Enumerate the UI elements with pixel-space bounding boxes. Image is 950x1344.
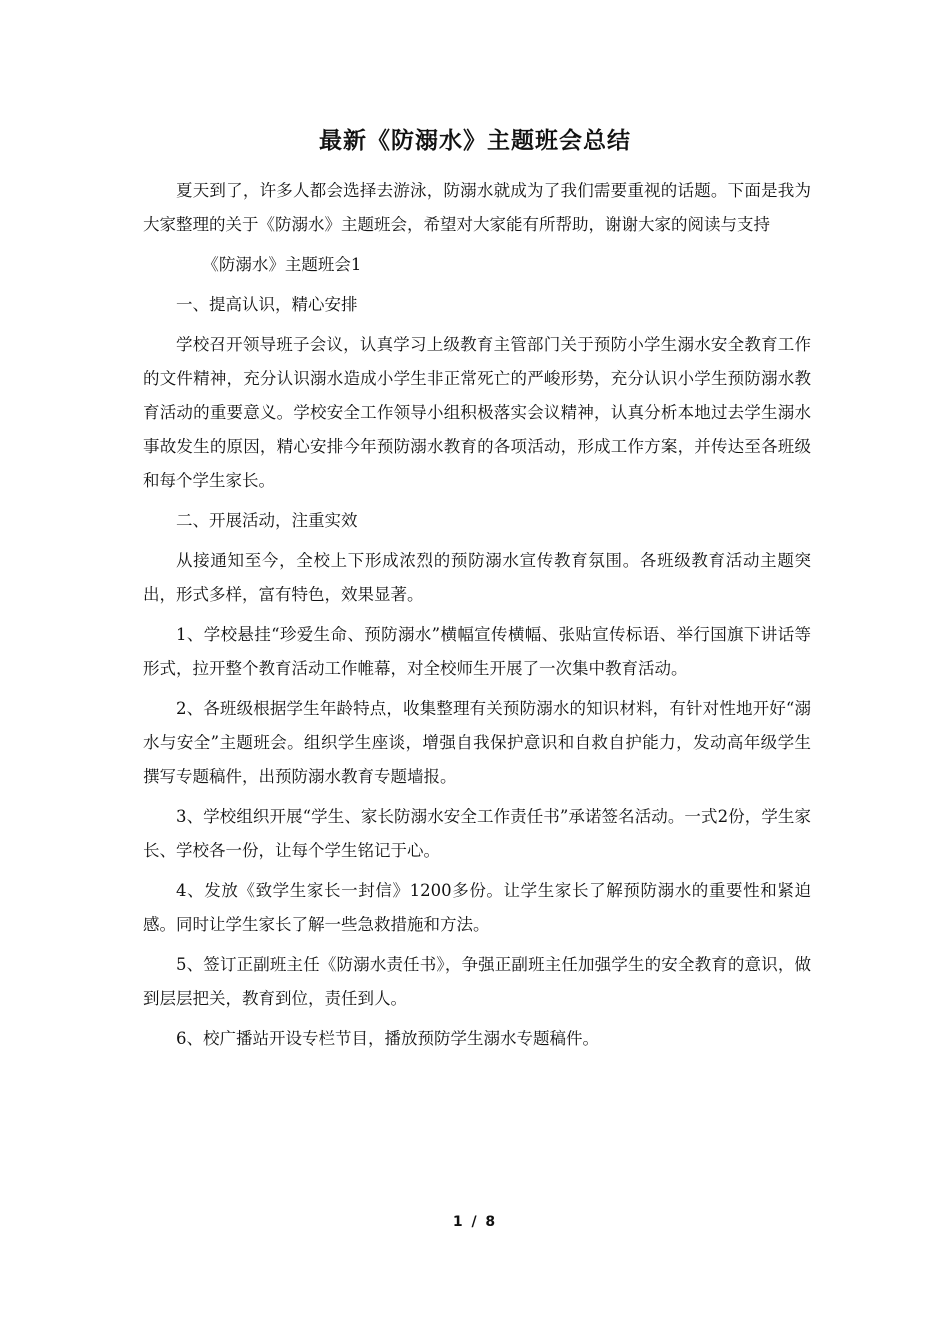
list-item: 1、学校悬挂“珍爱生命、预防溺水”横幅宣传横幅、张贴宣传标语、举行国旗下讲话等形式，拉开整个教育活动工作帷幕，对全校师生开展了一次集中教育活动。 xyxy=(143,625,811,678)
page-number: 1 / 8 xyxy=(452,1214,498,1230)
list-item: 2、各班级根据学生年龄特点，收集整理有关预防溺水的知识材料，有针对性地开好“溺水与安全”主题班会。组织学生座谈，增强自我保护意识和自救自护能力，发动高年级学生撰写专题稿件，出预防溺水教育专题墙报。 xyxy=(143,699,811,786)
list-item: 5、签订正副班主任《防溺水责任书》，争强正副班主任加强学生的安全教育的意识，做到层层把关，教育到位，责任到人。 xyxy=(143,955,811,1008)
body-paragraph: 学校召开领导班子会议，认真学习上级教育主管部门关于预防小学生溺水安全教育工作的文件精神，充分认识溺水造成小学生非正常死亡的严峻形势，充分认识小学生预防溺水教育活动的重要意义。学校安全工作领导小组积极落实会议精神，认真分析本地过去学生溺水事故发生的原因，精心安排今年预防溺水教育的各项活动，形成工作方案，并传达至各班级和每个学生家长。 xyxy=(143,335,811,490)
intro-paragraph: 夏天到了，许多人都会选择去游泳，防溺水就成为了我们需要重视的话题。下面是我为大家整理的关于《防溺水》主题班会，希望对大家能有所帮助，谢谢大家的阅读与支持 xyxy=(143,181,811,234)
subsection-heading: 二、开展活动，注重实效 xyxy=(176,511,358,530)
document-title: 最新《防溺水》主题班会总结 xyxy=(319,128,631,154)
list-item: 6、校广播站开设专栏节目，播放预防学生溺水专题稿件。 xyxy=(176,1029,599,1048)
document-body xyxy=(143,174,811,1056)
subsection-heading: 一、提高认识，精心安排 xyxy=(176,295,358,314)
body-paragraph: 从接通知至今，全校上下形成浓烈的预防溺水宣传教育氛围。各班级教育活动主题突出，形式多样，富有特色，效果显著。 xyxy=(143,551,811,604)
list-item: 4、发放《致学生家长一封信》1200多份。让学生家长了解预防溺水的重要性和紧迫感。同时让学生家长了解一些急救措施和方法。 xyxy=(143,881,811,934)
section-heading: 《防溺水》主题班会1 xyxy=(202,255,362,274)
list-item: 3、学校组织开展“学生、家长防溺水安全工作责任书”承诺签名活动。一式2份，学生家长、学校各一份，让每个学生铭记于心。 xyxy=(143,807,811,860)
